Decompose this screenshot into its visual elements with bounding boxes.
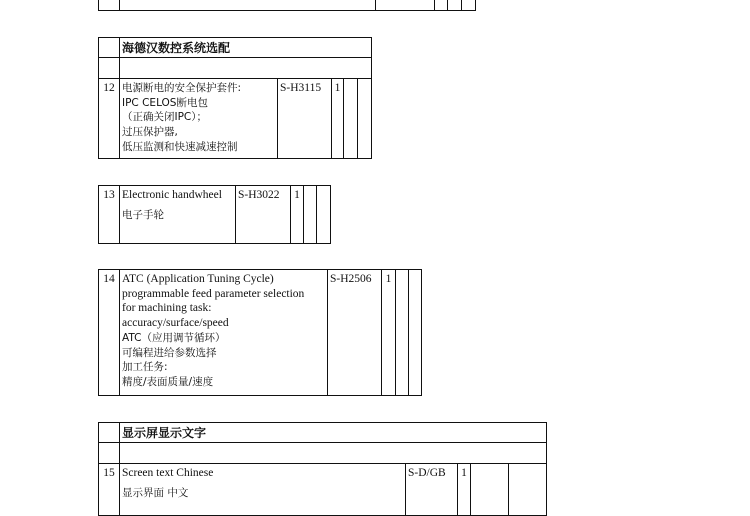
checkbox-cell: [304, 186, 317, 244]
description-line: IPC CELOS断电包: [122, 96, 208, 109]
item-number: 14: [99, 270, 120, 396]
fragment-cell: [120, 0, 376, 11]
header-blank-cell: [120, 58, 372, 79]
item-table-14: [98, 269, 422, 396]
description-line: ATC (Application Tuning Cycle): [122, 273, 274, 285]
item-code: S-H3115: [278, 79, 332, 159]
description-line: 低压监测和快速减速控制: [122, 140, 238, 153]
header-blank-cell: [120, 443, 547, 464]
description-line: 电子手轮: [122, 208, 164, 221]
item-number: 12: [99, 79, 120, 159]
item-description: [120, 464, 406, 516]
description-line: 电源断电的安全保护套件:: [122, 82, 242, 94]
item-number: 15: [99, 464, 120, 516]
item-description: [120, 79, 278, 159]
checkbox-cell: [409, 270, 422, 396]
item-qty: 1: [291, 186, 304, 244]
item-code: S-H3022: [236, 186, 291, 244]
checkbox-cell: [317, 186, 331, 244]
item-code: S-H2506: [328, 270, 382, 396]
item-code: S-D/GB: [406, 464, 458, 516]
header-spacer-cell: [99, 423, 120, 443]
section-header-display-text: [98, 422, 547, 464]
section-header-heidenhain: [98, 37, 372, 79]
checkbox-cell: [509, 464, 547, 516]
fragment-cell: [376, 0, 435, 11]
description-line: Screen text Chinese: [122, 467, 214, 479]
description-line: ATC（应用调节循环）: [122, 331, 226, 344]
fragment-cell: [448, 0, 462, 11]
section-title: 显示屏显示文字: [120, 423, 547, 443]
header-blank-cell: [99, 58, 120, 79]
item-table-13: [98, 185, 331, 244]
header-blank-cell: [99, 443, 120, 464]
description-line: 显示界面 中文: [122, 486, 189, 499]
item-qty: 1: [332, 79, 344, 159]
description-line: 精度/表面质量/速度: [122, 375, 214, 388]
item-table-15: [98, 463, 547, 516]
item-qty: 1: [382, 270, 396, 396]
fragment-cell: [99, 0, 120, 11]
item-qty: 1: [458, 464, 471, 516]
item-description: [120, 186, 236, 244]
checkbox-cell: [358, 79, 372, 159]
checkbox-cell: [471, 464, 509, 516]
header-spacer-cell: [99, 38, 120, 58]
description-line: accuracy/surface/speed: [122, 317, 229, 330]
description-line: for machining task:: [122, 302, 212, 315]
item-number: 13: [99, 186, 120, 244]
description-line: 过压保护器,: [122, 126, 178, 139]
section-title: 海德汉数控系统选配: [120, 38, 372, 58]
description-line: 加工任务:: [122, 361, 168, 374]
item-table-12: [98, 78, 372, 159]
description-line: （正确关闭IPC）；: [122, 111, 208, 124]
description-line: Electronic handwheel: [122, 189, 222, 201]
previous-table-fragment: [98, 0, 476, 11]
fragment-cell: [435, 0, 448, 11]
fragment-cell: [462, 0, 476, 11]
checkbox-cell: [396, 270, 409, 396]
description-line: 可编程进给参数选择: [122, 346, 217, 359]
description-line: programmable feed parameter selection: [122, 287, 305, 300]
checkbox-cell: [344, 79, 358, 159]
item-description: [120, 270, 328, 396]
